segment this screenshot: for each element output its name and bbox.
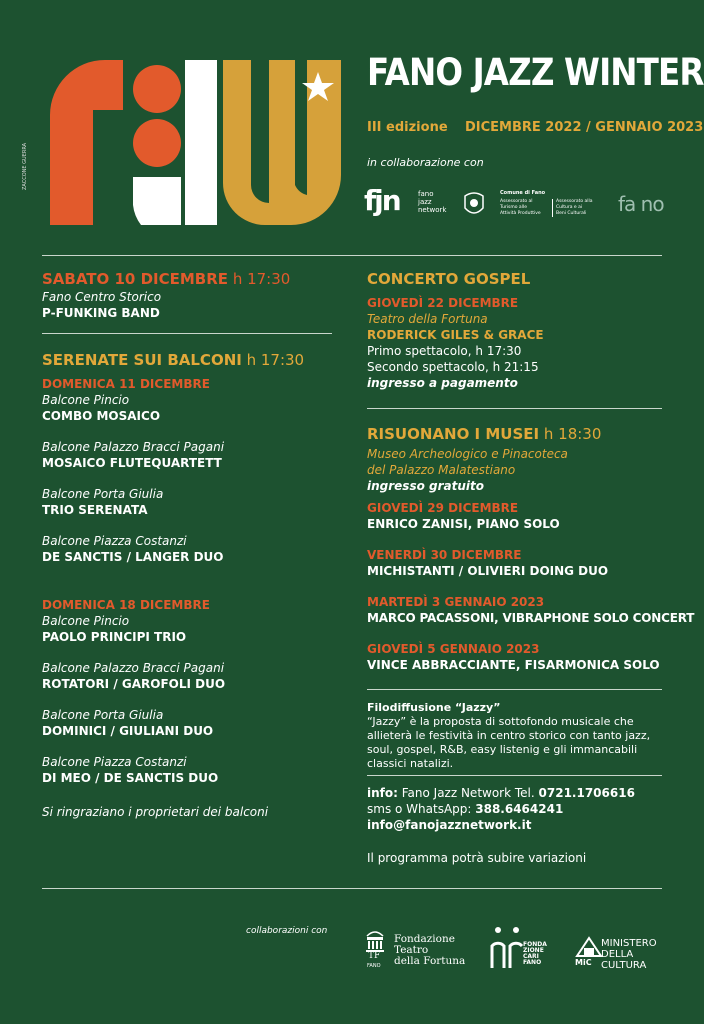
event-time: h 17:30 [228,270,291,288]
gospel-day: GIOVEDÌ 22 DICEMBRE [367,296,519,310]
gospel-show1: Primo spettacolo, h 17:30 [367,344,522,358]
thanks-note: Si ringraziano i proprietari dei balconi [42,805,269,819]
list-item: Balcone Palazzo Bracci Pagani MOSAICO FLUTEQUARTETT [42,440,225,470]
comune-a1: Assessorato al [500,199,533,204]
gospel-place: Teatro della Fortuna [367,312,488,326]
whatsapp-number[interactable]: 388.6464241 [475,802,564,816]
side-credit: ZACCONE GUERRA [22,142,28,190]
fjn-mark: fjn [364,184,400,217]
festival-dates: DICEMBRE 2022 / GENNAIO 2023 [465,120,704,135]
section-title: SERENATE SUI BALCONI [42,351,242,369]
list-item: Balcone Piazza Costanzi DE SANCTIS / LANGER DUO [42,534,224,564]
filo-line3: soul, gospel, R&B, easy listenig e gli immancabili [367,743,638,756]
section-time: h 18:30 [539,425,602,443]
right-divider-3 [367,775,662,776]
collab-intro: in collaborazione con [367,156,484,169]
carifano-l2: ZIONE [523,947,544,954]
info-phone[interactable]: 0721.1706616 [538,786,635,800]
event-band: P-FUNKING BAND [42,306,160,320]
teatro-l1: Fondazione [394,933,455,945]
teatro-sub: FANO [367,963,381,969]
info-label: info: [367,786,398,800]
musei-place1: Museo Archeologico e Pinacoteca [367,447,568,461]
footer-collab-label: collaborazioni con [246,926,328,936]
musei-free: ingresso gratuito [367,479,484,493]
filo-line1: “Jazzy” è la proposta di sottofondo musicale che [367,715,634,728]
info-email[interactable]: info@fanojazznetwork.it [367,818,532,832]
fjn-logo [364,186,454,222]
filo-title: Filodiffusione “Jazzy” [367,701,501,714]
list-item: Balcone Porta Giulia DOMINICI / GIULIANI DUO [42,708,214,738]
section-time: h 17:30 [241,351,305,369]
musei-place2: del Palazzo Malatestiano [367,463,516,477]
filo-line4: classici natalizi. [367,757,454,770]
teatro-l2: Teatro [394,944,429,956]
comune-b1: Assessorato alla [556,199,593,204]
mic-mark: MiC [575,958,592,967]
sms-label: sms o WhatsApp: [367,802,476,816]
carifano-l1: FONDA [523,941,547,948]
list-item: Balcone Pincio COMBO MOSAICO [42,393,161,423]
program-note: Il programma potrà subire variazioni [367,851,587,865]
mic-l1: MINISTERO [601,938,657,949]
serenate-section [42,350,332,820]
fjn-line1: fano [418,190,434,198]
right-divider-2 [367,689,662,690]
carifano-mark-icon [488,924,528,968]
fjn-line2: jazz [418,198,432,206]
list-item: MARTEDÌ 3 GENNAIO 2023 MARCO PACASSONI, VIBRAPHONE SOLO CONCERT [367,595,695,625]
left-divider [42,333,332,334]
event-day: SABATO 10 DICEMBRE [42,270,229,288]
list-item: Balcone Porta Giulia TRIO SERENATA [42,487,164,517]
festival-logo [45,55,345,225]
info-text: Fano Jazz Network Tel. [397,786,539,800]
bottom-divider [42,888,662,889]
mic-logo [575,936,670,970]
edition-label: III edizione [367,120,448,135]
list-item: GIOVEDÌ 29 DICEMBRE ENRICO ZANISI, PIANO SOLO [367,501,560,531]
event-p-funking [42,269,332,321]
list-item: Balcone Pincio PAOLO PRINCIPI TRIO [42,614,187,644]
mic-star-icon [575,936,603,958]
list-item: Balcone Palazzo Bracci Pagani ROTATORI / GAROFOLI DUO [42,661,226,691]
info-block [367,785,667,866]
comune-b3: Beni Culturali [556,211,587,216]
teatro-mark: TF [368,951,381,961]
section-title: CONCERTO GOSPEL [367,270,531,288]
festival-title: FANO JAZZ WINTER [367,51,704,94]
event-place: Fano Centro Storico [42,290,162,304]
list-item: GIOVEDÌ 5 GENNAIO 2023 VINCE ABBRACCIANTE, FISARMONICA SOLO [367,642,660,672]
carifano-l4: FANO [523,959,542,966]
carifano-l3: CARI [523,953,539,960]
gospel-show2: Secondo spettacolo, h 21:15 [367,360,539,374]
list-item: VENERDÌ 30 DICEMBRE MICHISTANTI / OLIVIERI DOING DUO [367,548,609,578]
section-title: RISUONANO I MUSEI [367,425,540,443]
comune-a2: Turismo alle [500,205,527,210]
serenate-day2: DOMENICA 18 DICEMBRE [42,598,210,612]
teatro-l3: della Fortuna [394,955,466,967]
fondazione-carifano-logo [488,924,552,970]
fjn-line3: network [418,206,447,214]
mic-l2: DELLA [601,949,634,960]
gospel-artist: RODERICK GILES & GRACE [367,328,544,342]
serenate-day1: DOMENICA 11 DICEMBRE [42,377,210,391]
filo-line2: allieterà le festività in centro storico con tanto jazz, [367,729,651,742]
comune-title: Comune di Fano [500,190,546,196]
comune-crest-icon [462,190,486,218]
musei-section [367,424,695,673]
top-divider [42,255,662,256]
gospel-section [367,269,662,391]
mic-l3: CULTURA [601,960,647,971]
teatro-fortuna-logo [364,926,474,970]
gospel-ticket: ingresso a pagamento [367,376,518,390]
list-item: Balcone Piazza Costanzi DI MEO / DE SANCTIS DUO [42,755,219,785]
comune-logo [462,190,612,222]
right-divider-1 [367,408,662,409]
filodiffusione [367,701,662,771]
comune-a3: Attività Produttive [500,211,541,216]
comune-b2: Cultura e ai [556,205,583,210]
fano-logo: fa no [618,192,664,216]
